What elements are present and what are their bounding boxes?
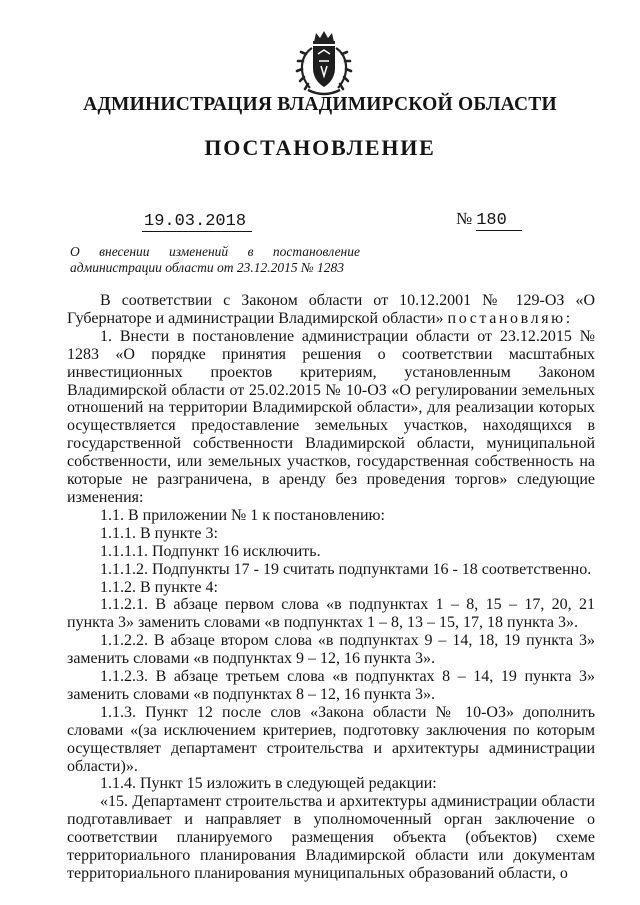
paragraph-1-1: 1.1. В приложении № 1 к постановлению: — [100, 506, 385, 524]
document-number — [456, 210, 522, 231]
document-date: 19.03.2018 — [142, 213, 252, 232]
paragraph-1: 1. Внести в постановление администрации области от 23.12.2015 № 1283 «О порядке принятия решения о соответствии масштабных инвестиционных проектов критериям, установленным Законом Владимирской области от 25.02.2015 № 10-ОЗ «О регулировании земельных отношений на территории Владимирской области», для реализации которых осуществляется предоставление земельных участков, находящихся в государственной собственности Владимирской области, муниципальной собственности, или земельных участков, государственная собственность на которые не разграничена, в аренду без проведения торгов» следующие изменения: — [67, 327, 595, 506]
paragraph-1-1-1-1: 1.1.1.1. Подпункт 16 исключить. — [100, 542, 321, 560]
paragraph-1-1-4: 1.1.4. Пункт 15 изложить в следующей редакции: — [100, 775, 437, 793]
document-subject — [70, 244, 360, 276]
document-body — [67, 292, 595, 883]
paragraph-15-quote: «15. Департамент строительства и архитектуры администрации области подготавливает и направляет в уполномоченный орган заключение о соответствии планируемого размещения объекта (объектов) схеме территориального планирования Владимирской области или документам территориального планирования муниципальных образований области, о — [67, 793, 595, 882]
document-type-title: ПОСТАНОВЛЕНИЕ — [204, 135, 436, 160]
paragraph-1-1-2: 1.1.2. В пункте 4: — [100, 578, 218, 596]
subject-line-1: О внесении изменений в постановление — [70, 244, 360, 259]
paragraph-1-1-2-1: 1.1.2.1. В абзаце первом слова «в подпунктах 1 – 8, 15 – 17, 20, 21 пункта 3» заменить словами «в подпунктах 1 – 8, 13 – 15, 17, 18 пункта 3». — [67, 596, 595, 632]
intro-paragraph — [67, 292, 595, 328]
organization-title: АДМИНИСТРАЦИЯ ВЛАДИМИРСКОЙ ОБЛАСТИ — [83, 94, 557, 115]
document-number-value: 180 — [476, 212, 522, 231]
intro-text: В соответствии с Законом области от 10.12.2001 № 129-ОЗ «О Губернаторе и администрации Владимирской области» — [67, 292, 595, 327]
document-number-label: № — [456, 209, 473, 228]
paragraph-1-1-2-2: 1.1.2.2. В абзаце втором слова «в подпунктах 9 – 14, 18, 19 пункта 3» заменить словами «в подпунктах 9 – 12, 16 пункта 3». — [67, 632, 595, 668]
paragraph-1-1-1-2: 1.1.1.2. Подпункты 17 - 19 считать подпунктами 16 - 18 соответственно. — [100, 560, 592, 578]
vladimir-region-coat-of-arms-icon — [292, 28, 356, 100]
subject-line-2: администрации области от 23.12.2015 № 1283 — [70, 260, 345, 275]
paragraph-1-1-2-3: 1.1.2.3. В абзаце третьем слова «в подпунктах 8 – 14, 19 пункта 3» заменить словами «в подпунктах 8 – 12, 16 пункта 3». — [67, 668, 595, 703]
paragraph-1-1-1: 1.1.1. В пункте 3: — [100, 524, 218, 542]
paragraph-1-1-3: 1.1.3. Пункт 12 после слов «Закона области № 10-ОЗ» дополнить словами «(за исключением критериев, подготовку заключения по которым осуществляет департамент строительства и архитектуры администрации области)». — [67, 703, 595, 775]
intro-keyword: постановляю: — [447, 309, 573, 327]
